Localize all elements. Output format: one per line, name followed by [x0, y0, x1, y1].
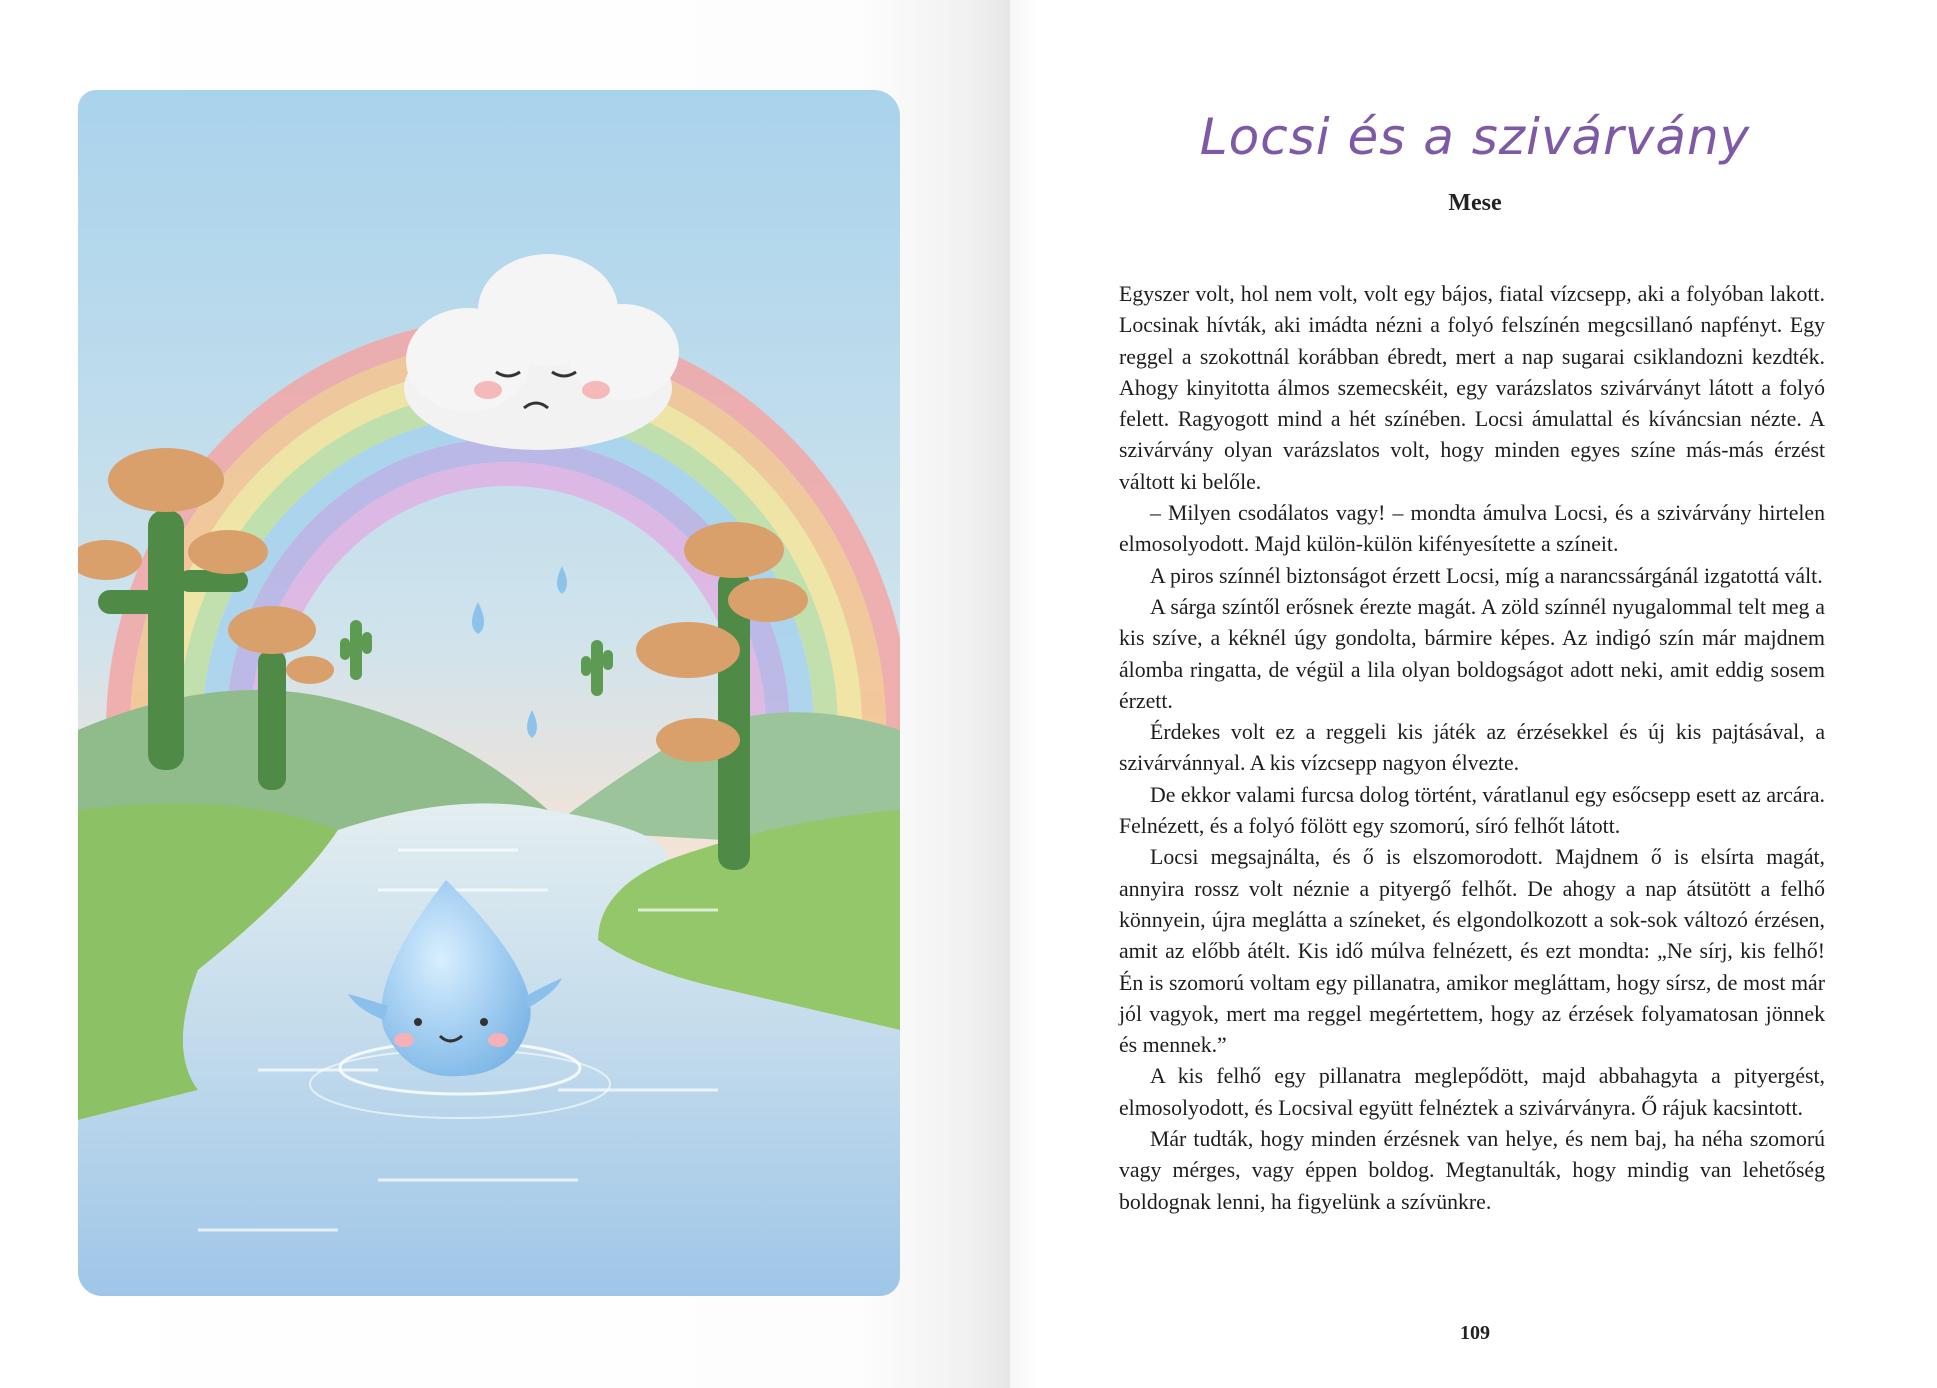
paragraph: Érdekes volt ez a reggeli kis játék az érzésekkel és új kis pajtásával, a szivárvánnyal. A kis vízcsepp nagyon élvezte. — [1119, 720, 1825, 776]
paragraph: A piros színnél biztonságot érzett Locsi, míg a narancssárgánál izgatottá vált. — [1150, 563, 1823, 588]
paragraph: – Milyen csodálatos vagy! – mondta ámulva Locsi, és a szivárvány hirtelen elmosolyodott. Majd külön-külön kifényesítette a színeit. — [1119, 501, 1825, 557]
story-subtitle: Mese — [1448, 190, 1502, 216]
page-number: 109 — [1460, 1322, 1490, 1344]
story-body — [1119, 279, 1825, 1218]
paragraph: A sárga színtől erősnek érezte magát. A zöld színnél nyugalommal telt meg a kis szíve, a kéknél úgy gondolta, bármire képes. Az indigó szín már majdnem álomba ringatta, de végül a lila olyan boldogságot adott neki, amit eddig sosem érzett. — [1119, 594, 1825, 713]
paragraph: Locsi megsajnálta, és ő is elszomorodott. Majdnem ő is elsírta magát, annyira rossz volt néznie a pityergő felhőt. De ahogy a nap átsütött a felhő könnyein, újra meglátta a színeket, és elgondolkozott a sok-sok változó érzésen, amit az előbb átélt. Kis idő múlva felnézett, és ezt mondta: „Ne sírj, kis felhő! Én is szomorú voltam egy pillanatra, amikor megláttam, hogy sírsz, de most már jól vagyok, mert ma reggel megértettem, hogy az érzések folyamatosan jönnek és mennek.” — [1119, 845, 1825, 1058]
paragraph: Már tudták, hogy minden érzésnek van helye, és nem baj, ha néha szomorú vagy mérges, vagy éppen boldog. Megtanulták, hogy mindig van lehetőség boldognak lenni, ha figyelünk a szívünkre. — [1119, 1127, 1825, 1214]
paragraph: De ekkor valami furcsa dolog történt, váratlanul egy esőcsepp esett az arcára. Felnézett, és a folyó fölött egy szomorú, síró felhőt látott. — [1119, 782, 1825, 839]
paragraph: A kis felhő egy pillanatra meglepődött, majd abbahagyta a pityergést, elmosolyodott, és Locsival együtt felnéztek a szivárványra. Ő rájuk kacsintott. — [1119, 1064, 1825, 1120]
paragraph: Egyszer volt, hol nem volt, volt egy bájos, fiatal vízcsepp, aki a folyóban lakott. Locsinak hívták, aki imádta nézni a folyó felszínén megcsillanó napfényt. Egy reggel a szokottnál korábban ébredt, mert a nap sugarai csiklandozni kezdték. Ahogy kinyitotta álmos szemecskéit, egy varázslatos szivárványt látott a folyó felett. Ragyogott mind a hét színében. Locsi ámulattal és kíváncsian nézte. A szivárvány olyan varázslatos volt, hogy minden egyes színe más-más érzést váltott ki belőle. — [1119, 282, 1825, 494]
story-illustration — [78, 90, 900, 1296]
story-title: Locsi és a szivárvány — [1199, 108, 1751, 166]
